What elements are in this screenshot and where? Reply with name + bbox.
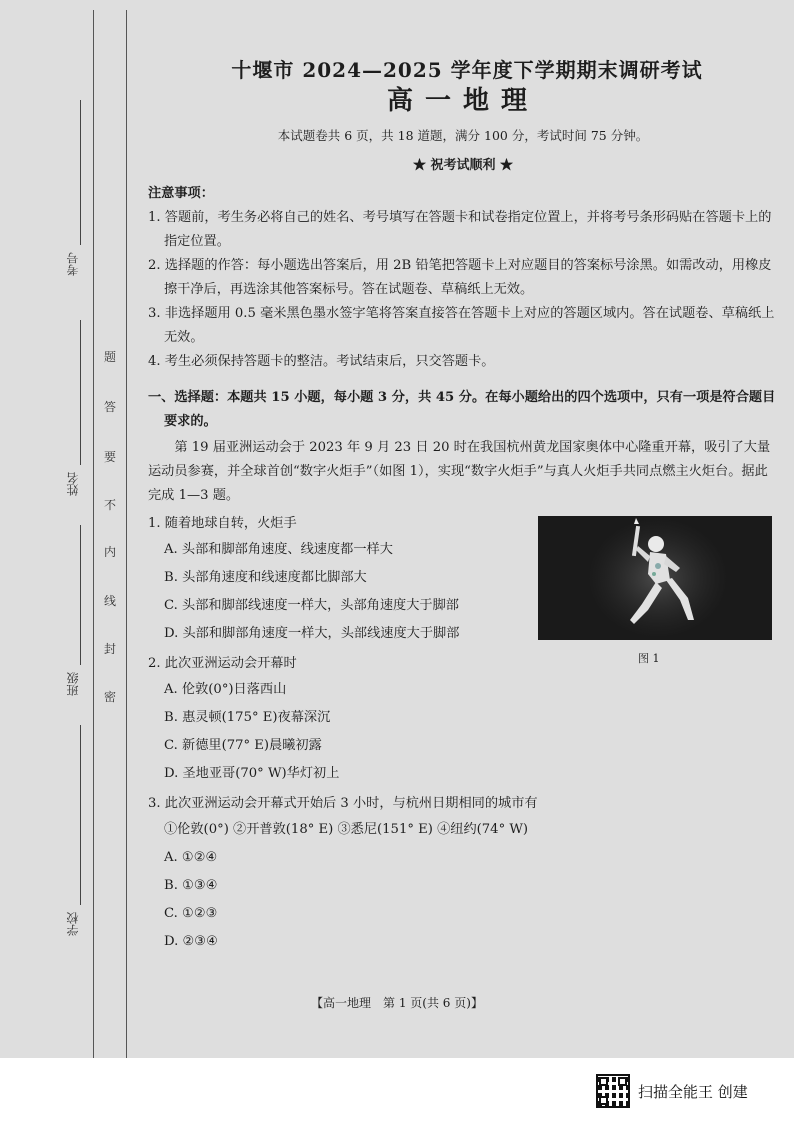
side-label-kaohao: 考号 (66, 252, 80, 276)
page-footer: 【高一地理 第 1 页(共 6 页)】 (311, 996, 483, 1010)
option: B. ①③④ (164, 878, 218, 893)
note-item: 4. 考生必须保持答题卡的整洁。考试结束后，只交答题卡。 (148, 354, 495, 369)
side-underline-xingming (80, 320, 81, 465)
seal-char: 题 (104, 350, 117, 364)
seal-char: 答 (104, 400, 117, 414)
option: B. 惠灵顿(175° E)夜幕深沉 (164, 710, 331, 725)
margin-line-left (93, 10, 94, 1058)
option: B. 头部角速度和线速度都比脚部大 (164, 570, 367, 585)
seal-char: 密 (104, 690, 117, 704)
figure-label: 图 1 (638, 652, 660, 665)
qr-code-icon (596, 1074, 630, 1108)
question-sub: ①伦敦(0°) ②开普敦(18° E) ③悉尼(151° E) ④纽约(74° W) (164, 822, 529, 837)
notes-heading: 注意事项： (148, 186, 214, 201)
seal-char: 不 (104, 498, 117, 512)
exam-subject: 高一地理 (386, 86, 539, 116)
question-stem: 3. 此次亚洲运动会开幕式开始后 3 小时，与杭州日期相同的城市有 (148, 796, 538, 811)
side-label-xingming: 姓名 (66, 472, 80, 496)
scanner-watermark (596, 1074, 748, 1108)
side-label-xuexiao: 学校 (66, 912, 80, 936)
seal-char: 线 (104, 594, 117, 608)
question-stem: 2. 此次亚洲运动会开幕时 (148, 656, 297, 671)
seal-char: 封 (104, 642, 117, 656)
note-item: 3. 非选择题用 0.5 毫米黑色墨水签字笔将答案直接答在答题卡上对应的答题区域内。答在试题卷、草稿纸上无效。 (148, 306, 775, 345)
margin-line-right (126, 10, 127, 1058)
watermark-text: 扫描全能王 创建 (638, 1082, 748, 1101)
seal-char: 要 (104, 450, 117, 464)
option: A. 伦敦(0°)日落西山 (164, 682, 287, 697)
digital-torchbearer-photo (538, 516, 772, 640)
option: D. ②③④ (164, 934, 218, 949)
passage-text: 第 19 届亚洲运动会于 2023 年 9 月 23 日 20 时在我国杭州黄龙国家奥体中心隆重开幕，吸引了大量运动员参赛，并全球首创“数字火炬手”（如图 1），实现“数字火炬手”与真人火炬手共同点燃主火炬台。据此完成 1—3 题。 (148, 440, 771, 503)
side-label-banji: 班级 (66, 672, 80, 696)
option: A. ①②④ (164, 850, 218, 865)
section-heading: 一、选择题：本题共 15 小题，每小题 3 分，共 45 分。在每小题给出的四个选项中，只有一项是符合题目要求的。 (148, 390, 776, 429)
passage (148, 436, 778, 508)
option: A. 头部和脚部角速度、线速度都一样大 (164, 542, 393, 557)
seal-char: 内 (104, 545, 117, 559)
note-item: 2. 选择题的作答：每小题选出答案后，用 2B 铅笔把答题卡上对应题目的答案标号涂黑。如需改动，用橡皮擦干净后，再选涂其他答案标号。答在试题卷、草稿纸上无效。 (148, 258, 772, 297)
exam-content (148, 58, 778, 956)
exam-info: 本试题卷共 6 页，共 18 道题，满分 100 分，考试时间 75 分钟。 (277, 128, 649, 143)
exam-title: 十堰市 2024—2025 学年度下学期期末调研考试 (231, 58, 703, 82)
option: C. 新德里(77° E)晨曦初露 (164, 738, 322, 753)
question-stem: 1. 随着地球自转，火炬手 (148, 516, 297, 531)
note-item: 1. 答题前，考生务必将自己的姓名、考号填写在答题卡和试卷指定位置上，并将考号条形码贴在答题卡上的指定位置。 (148, 210, 772, 249)
side-underline-kaohao (80, 100, 81, 245)
option: D. 圣地亚哥(70° W)华灯初上 (164, 766, 340, 781)
exam-wish: ★ 祝考试顺利 ★ (412, 158, 514, 173)
side-underline-xuexiao (80, 725, 81, 905)
option: C. ①②③ (164, 906, 218, 921)
option: D. 头部和脚部角速度一样大，头部线速度大于脚部 (164, 626, 460, 641)
option: C. 头部和脚部线速度一样大，头部角速度大于脚部 (164, 598, 459, 613)
side-underline-banji (80, 525, 81, 665)
